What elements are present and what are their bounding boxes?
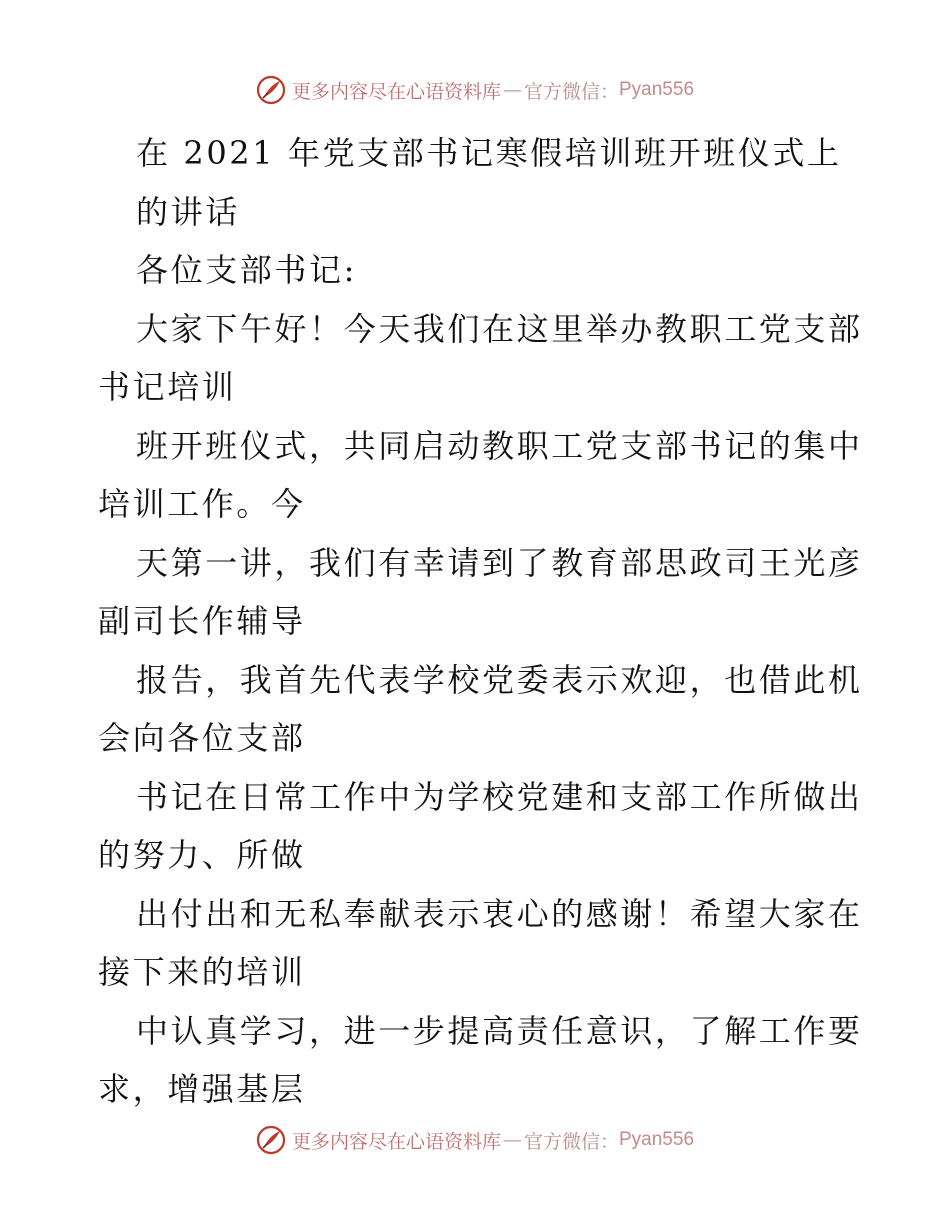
doc-line: 的努力、所做 <box>98 836 306 874</box>
banner-separator: — <box>502 1129 522 1151</box>
doc-line: 副司长作辅导 <box>98 602 306 640</box>
wechat-id: Pyan556 <box>619 79 695 100</box>
doc-line: 大家下午好！今天我们在这里举办教职工党支部 <box>136 309 863 348</box>
doc-line: 报告，我首先代表学校党委表示欢迎，也借此机 <box>136 660 863 699</box>
banner-text: 更多内容尽在心语资料库 <box>291 80 501 103</box>
footer-banner <box>0 1120 950 1160</box>
doc-line: 在 2021 年党支部书记寒假培训班开班仪式上 <box>136 134 842 172</box>
wechat-label: 官方微信： <box>523 80 619 103</box>
doc-line: 书记培训 <box>98 368 237 406</box>
doc-line: 天第一讲，我们有幸请到了教育部思政司王光彦 <box>136 543 863 582</box>
doc-line: 的讲话 <box>136 192 240 231</box>
wechat-label: 官方微信： <box>523 1130 619 1153</box>
doc-line: 各位支部书记: <box>136 251 357 289</box>
doc-line: 求，增强基层 <box>98 1070 306 1108</box>
header-banner <box>0 70 950 110</box>
doc-line: 接下来的培训 <box>98 953 306 991</box>
wechat-id: Pyan556 <box>619 1129 695 1150</box>
doc-line: 会向各位支部 <box>98 719 306 757</box>
doc-line: 班开班仪式，共同启动教职工党支部书记的集中 <box>136 426 863 465</box>
banner-text: 更多内容尽在心语资料库 <box>291 1130 501 1153</box>
doc-line: 书记在日常工作中为学校党建和支部工作所做出 <box>136 777 863 816</box>
doc-line: 中认真学习，进一步提高责任意识，了解工作要 <box>136 1011 863 1050</box>
banner-separator: — <box>502 79 522 101</box>
doc-line: 培训工作。今 <box>98 485 306 523</box>
doc-line: 出付出和无私奉献表示衷心的感谢！希望大家在 <box>136 894 863 933</box>
quill-logo-icon <box>256 75 286 105</box>
document-body <box>98 124 863 1119</box>
quill-logo-icon <box>256 1125 286 1155</box>
